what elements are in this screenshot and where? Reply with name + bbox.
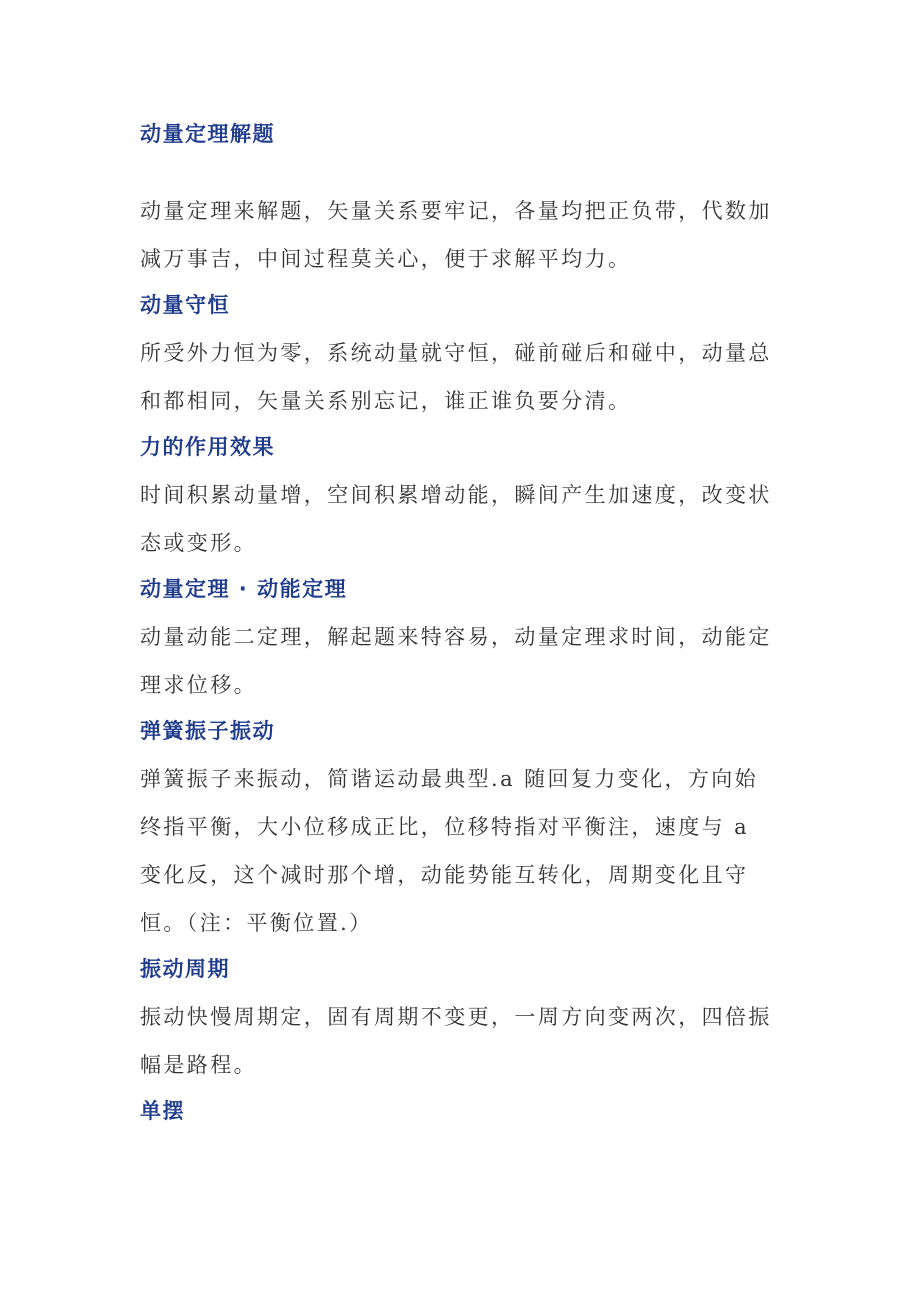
section-body-vibration-period: 振动快慢周期定，固有周期不变更，一周方向变两次，四倍振幅是路程。 xyxy=(140,1005,772,1077)
section-body-momentum-energy-theorems: 动量动能二定理，解起题来特容易，动量定理求时间，动能定理求位移。 xyxy=(140,625,772,697)
document-content xyxy=(140,118,772,1127)
section-body-force-effect: 时间积累动量增，空间积累增动能，瞬间产生加速度，改变状态或变形。 xyxy=(140,483,772,555)
section-heading-momentum-theorem: 动量定理解题 xyxy=(140,122,275,146)
section-body-spring-oscillator: 弹簧振子来振动，简谐运动最典型.a 随回复力变化，方向始终指平衡，大小位移成正比，位移特指对平衡注，速度与 a 变化反，这个减时那个增，动能势能互转化，周期变化且守恒。（注：平衡位置.） xyxy=(140,767,759,935)
section-heading-vibration-period: 振动周期 xyxy=(140,957,230,981)
section-body-momentum-theorem: 动量定理来解题，矢量关系要牢记，各量均把正负带，代数加减万事吉，中间过程莫关心，便于求解平均力。 xyxy=(140,199,772,271)
section-heading-momentum-energy-theorems: 动量定理 · 动能定理 xyxy=(140,577,348,601)
section-body-momentum-conservation: 所受外力恒为零，系统动量就守恒，碰前碰后和碰中，动量总和都相同，矢量关系别忘记，谁正谁负要分清。 xyxy=(140,341,772,413)
section-heading-simple-pendulum: 单摆 xyxy=(140,1099,185,1123)
section-heading-force-effect: 力的作用效果 xyxy=(140,435,275,459)
section-heading-spring-oscillator: 弹簧振子振动 xyxy=(140,719,275,743)
section-heading-momentum-conservation: 动量守恒 xyxy=(140,293,230,317)
